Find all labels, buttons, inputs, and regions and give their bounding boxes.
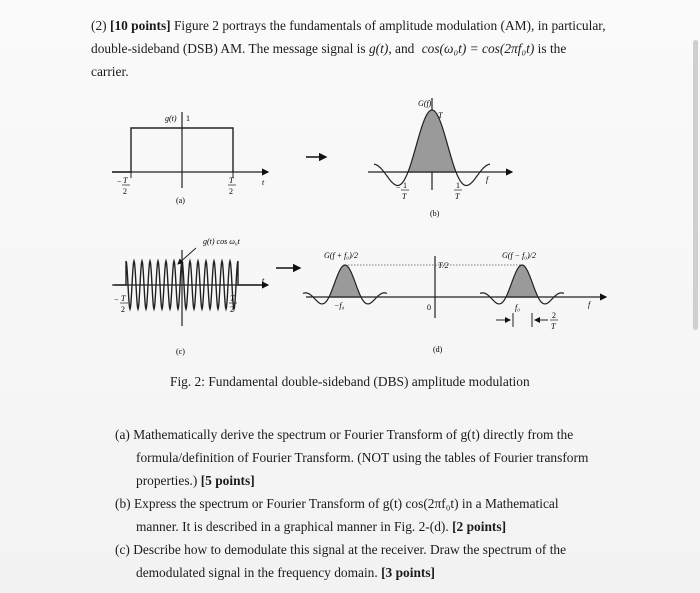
panel-d-level: T/2 — [438, 261, 449, 270]
question-a-text1: Mathematically derive the spectrum or Fourier Transform of g(t) directly from the — [133, 427, 574, 442]
problem-line-3: carrier. — [91, 64, 129, 79]
problem-number: (2) — [91, 18, 107, 33]
panel-d-dsb-spectrum — [303, 251, 606, 354]
panel-a-tick-left-den: 2 — [123, 187, 127, 196]
question-a-line3 — [136, 473, 255, 489]
sinc-d-left-main-lobe — [329, 265, 361, 297]
panel-a-ylabel: g(t) — [165, 114, 177, 123]
question-c-text2: demodulated signal in the frequency domain. — [136, 565, 378, 580]
modulated-waveform — [114, 261, 262, 309]
panel-b-sinc-spectrum — [368, 98, 512, 218]
problem-line2-a: double-sideband (DSB) AM. The message signal is — [91, 41, 366, 56]
panel-b-tick-right-num: 1 — [456, 181, 460, 190]
panel-d-right-label: G(f − f₀)/2 — [502, 251, 536, 260]
panel-a-tick-right-num: T — [229, 176, 234, 185]
panel-d-left-label: G(f + f₀)/2 — [324, 251, 358, 260]
question-b-line2 — [136, 519, 506, 535]
panel-b-peak: T — [438, 111, 443, 120]
panel-c-tick-right-num: T — [230, 294, 235, 303]
panel-c-axis: t — [262, 276, 265, 285]
panel-d-axis: f — [588, 300, 591, 309]
question-b-text1: Express the spectrum or Fourier Transform of g(t) cos(2πf₀t) in a Mathematical — [133, 496, 559, 511]
panel-d-neg-f0: −f₀ — [334, 301, 345, 310]
problem-line2-c: is the — [537, 41, 567, 56]
panel-a-axis: t — [262, 178, 265, 187]
panel-b-tick-right-den: T — [455, 192, 460, 201]
problem-line2-b: , and — [388, 41, 415, 56]
panel-b-axis: f — [486, 175, 489, 184]
panel-b-ylabel: G(f) — [418, 99, 432, 108]
panel-c-tick-right-den: 2 — [230, 305, 234, 314]
sinc-b-main-lobe — [408, 110, 456, 172]
message-signal: g(t) — [368, 41, 389, 56]
question-c-line2 — [136, 565, 435, 581]
question-c-text1: Describe how to demodulate this signal at the receiver. Draw the spectrum of the — [133, 542, 567, 557]
question-a-points: [5 points] — [200, 473, 255, 488]
carrier-equation: cos(ω₀t) = cos(2πf₀t) — [421, 41, 535, 56]
panel-b-minus: − — [396, 183, 401, 192]
panel-c-tick-left-den: 2 — [121, 305, 125, 314]
panel-b-tick-left-den: T — [402, 192, 407, 201]
panel-d-f0: f₀ — [515, 303, 521, 312]
panel-a-tick-right-den: 2 — [229, 187, 233, 196]
question-a-line2: formula/definition of Fourier Transform. (NOT using the tables of Fourier transform — [136, 450, 589, 465]
panel-a-rect-pulse — [112, 112, 268, 205]
panel-c-minus: − — [114, 295, 119, 304]
panel-d-origin: 0 — [427, 303, 431, 312]
question-a-text3: properties.) — [136, 473, 198, 488]
question-b-line1 — [115, 496, 559, 512]
question-c-label: (c) — [115, 542, 130, 557]
panel-b-tick-left-num: 1 — [403, 181, 407, 190]
panel-c-tick-left-num: T — [121, 294, 126, 303]
question-a-line1 — [115, 427, 573, 443]
problem-points: [10 points] — [109, 18, 171, 33]
panel-d-width-den: T — [551, 322, 556, 331]
sinc-d-right-main-lobe — [506, 265, 538, 297]
panel-b-label: (b) — [430, 209, 440, 218]
panel-d-width-num: 2 — [552, 311, 556, 320]
figure-caption: Fig. 2: Fundamental double-sideband (DBS) amplitude modulation — [170, 374, 530, 389]
question-b-points: [2 points] — [452, 519, 507, 534]
panel-c-ylabel: g(t) cos ω₀t — [203, 237, 240, 246]
question-c-points: [3 points] — [381, 565, 436, 580]
scrollbar[interactable] — [693, 40, 698, 330]
panel-c-modulated-signal — [112, 237, 268, 356]
question-b-label: (b) — [115, 496, 131, 511]
panel-a-label: (a) — [176, 196, 185, 205]
question-a-label: (a) — [115, 427, 130, 442]
panel-a-tick-left-num: T — [123, 176, 128, 185]
panel-c-label: (c) — [176, 347, 185, 356]
panel-a-amp: 1 — [186, 114, 190, 123]
problem-intro-text: Figure 2 portrays the fundamentals of amplitude modulation (AM), in particular, — [173, 18, 606, 33]
panel-a-minus: − — [117, 177, 122, 186]
panel-d-label: (d) — [433, 345, 443, 354]
question-b-text2: manner. It is described in a graphical manner in Fig. 2-(d). — [136, 519, 449, 534]
question-c-line1 — [115, 542, 566, 558]
